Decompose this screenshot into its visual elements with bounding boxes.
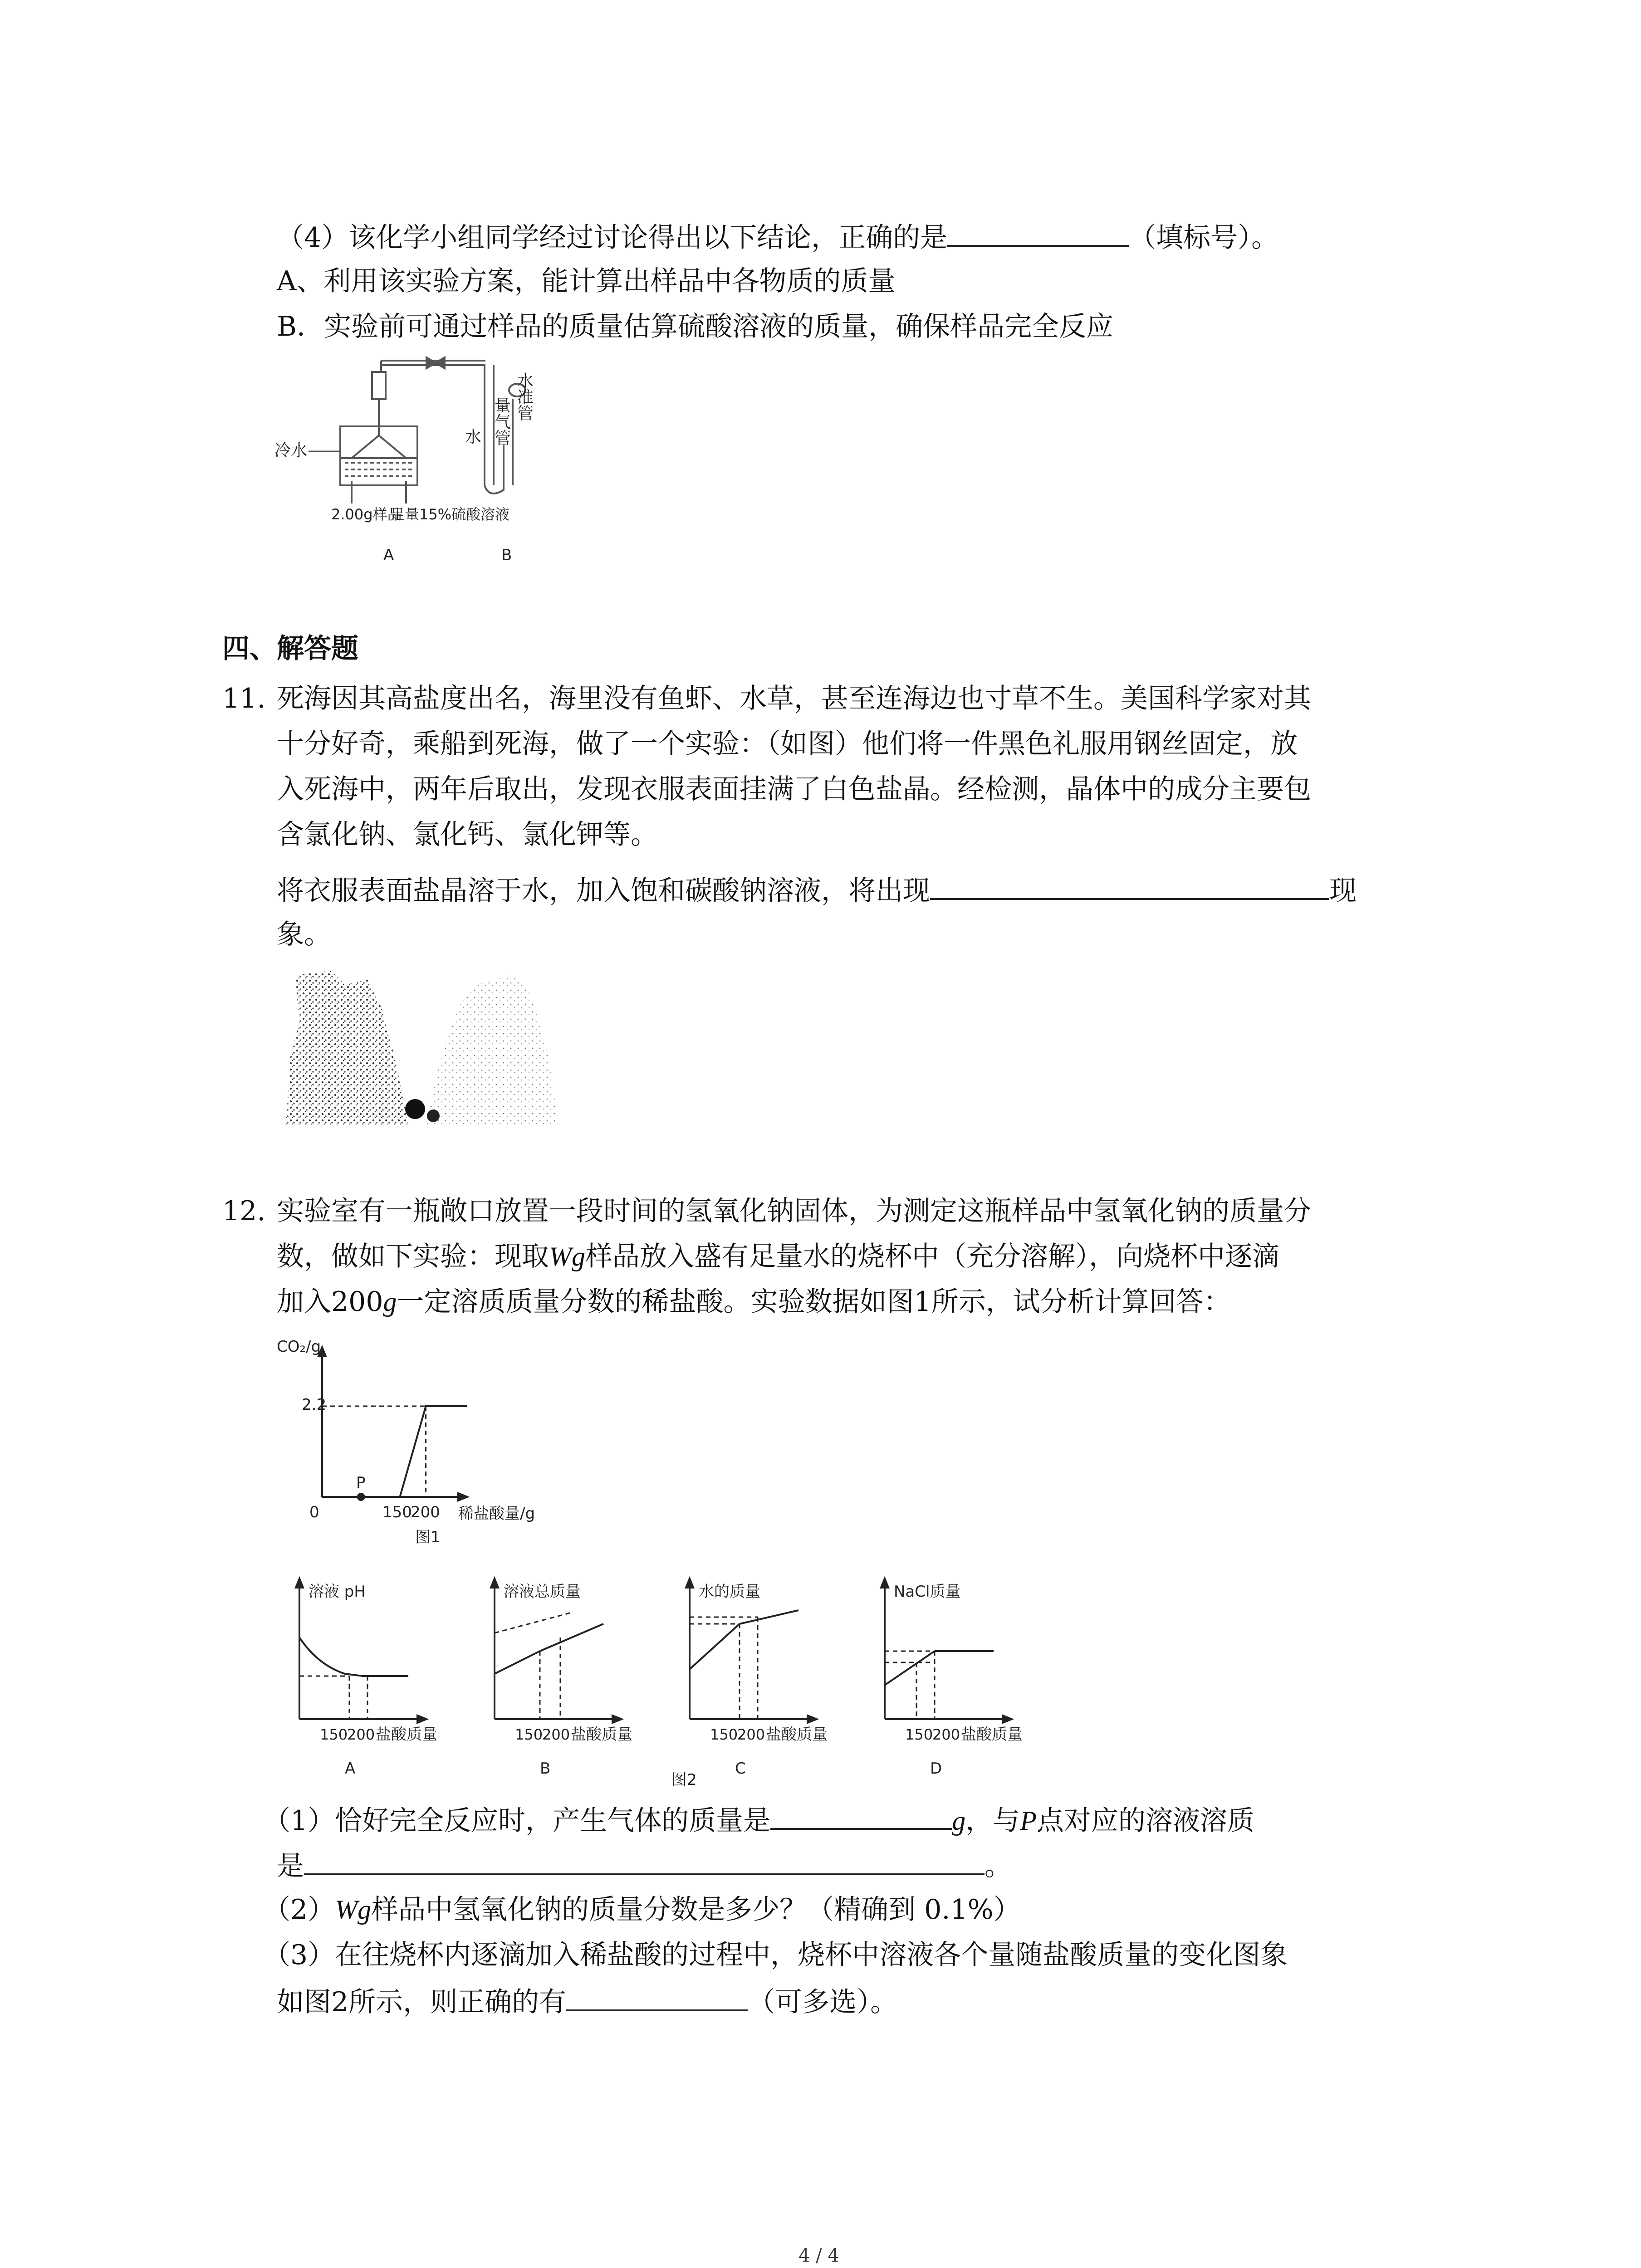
fig2-caption: 图2 xyxy=(671,1771,697,1787)
q11-line-5 xyxy=(277,871,1357,909)
q12-sub3b: 如图2所示，则正确的有 xyxy=(277,1986,567,2018)
q11-line-3: 入死海中，两年后取出，发现衣服表面挂满了白色盐晶。经检测，晶体中的成分主要包 xyxy=(277,773,1311,805)
q12-line-3 xyxy=(277,1284,1231,1320)
q12-w: Wg xyxy=(549,1242,585,1271)
figure-1-chart xyxy=(272,1334,590,1547)
q12-sub3-answer-blank[interactable] xyxy=(566,1982,748,2011)
q12-sub2b: 样品中氢氧化钠的质量分数是多少？（精确到 0.1%） xyxy=(371,1894,1021,1926)
q12-number: 12. xyxy=(222,1195,266,1227)
q12-sub2a: （2） xyxy=(263,1894,335,1926)
gas-apparatus-figure xyxy=(272,354,563,581)
water-label: 水 xyxy=(465,428,482,446)
q11-line-5b: 现 xyxy=(1329,875,1357,907)
q12-sub2-w: Wg xyxy=(335,1895,372,1925)
panel-b-ylabel: 溶液总质量 xyxy=(504,1583,581,1601)
q11-line-5a: 将衣服表面盐晶溶于水，加入饱和碳酸钠溶液，将出现 xyxy=(277,875,930,907)
panel-c-xlabel: 盐酸质量 xyxy=(766,1725,828,1744)
label-a: A xyxy=(383,546,394,564)
panel-c-ylabel: 水的质量 xyxy=(699,1583,760,1601)
q12-sub3c: （可多选）。 xyxy=(748,1986,898,2018)
panel-c xyxy=(686,1579,828,1778)
q12-line-2a: 数，做如下实验：现取 xyxy=(277,1241,549,1272)
label-b: B xyxy=(501,546,512,564)
q12-line-1: 实验室有一瓶敞口放置一段时间的氢氧化钠固体，为测定这瓶样品中氢氧化钠的质量分 xyxy=(277,1195,1311,1227)
q12-sub1d: 是 xyxy=(277,1850,304,1882)
panel-b-letter: B xyxy=(540,1760,551,1778)
q4-suffix: （填标号）。 xyxy=(1129,222,1279,254)
q12-sub1-cont xyxy=(277,1846,1012,1884)
acid-label: 足量15%硫酸溶液 xyxy=(390,506,510,523)
panel-a-ylabel: 溶液 pH xyxy=(309,1583,366,1601)
dress-photo-1 xyxy=(286,971,408,1125)
fig1-caption: 图1 xyxy=(415,1528,441,1546)
q12-line-3a: 加入200 xyxy=(277,1286,383,1318)
panel-b-x-tick-2: 200 xyxy=(542,1726,570,1743)
panel-d-ylabel: NaCl质量 xyxy=(894,1583,961,1601)
q12-sub1b: ，与 xyxy=(965,1805,1020,1837)
option-b: B．实验前可通过样品的质量估算硫酸溶液的质量，确保样品完全反应 xyxy=(277,311,1114,342)
panel-c-x-tick-1: 150 xyxy=(710,1726,738,1743)
panel-a-x-tick-2: 200 xyxy=(347,1726,375,1743)
q12-line-3b: 一定溶质质量分数的稀盐酸。实验数据如图1所示，试分析计算回答： xyxy=(397,1286,1231,1318)
q11-line-6: 象。 xyxy=(277,919,331,950)
q11-number: 11. xyxy=(222,683,266,714)
panel-b-x-tick-1: 150 xyxy=(515,1726,543,1743)
panel-b xyxy=(491,1579,632,1778)
q12-g: g xyxy=(383,1287,397,1317)
figure-2-panels xyxy=(272,1560,1053,1787)
page-number: 4 / 4 xyxy=(798,2245,839,2266)
panel-b-xlabel: 盐酸质量 xyxy=(571,1725,632,1744)
fig1-y-tick: 2.2 xyxy=(302,1396,327,1414)
panel-c-letter: C xyxy=(735,1760,746,1778)
q11-line-4: 含氯化钠、氯化钙、氯化钾等。 xyxy=(277,819,658,850)
q4-line xyxy=(277,218,1279,256)
fig1-xlabel: 稀盐酸量/g xyxy=(458,1505,535,1523)
fig1-point-label: P xyxy=(356,1474,366,1492)
panel-a-letter: A xyxy=(345,1760,356,1778)
water-jar-label: 水准管 xyxy=(514,372,534,421)
q12-sub1c: 点对应的溶液溶质 xyxy=(1036,1805,1254,1837)
q11-line-1: 死海因其高盐度出名，海里没有鱼虾、水草，甚至连海边也寸草不生。美国科学家对其 xyxy=(277,683,1311,714)
fig1-ylabel: CO₂/g xyxy=(277,1338,321,1356)
fig1-x-tick-2: 200 xyxy=(411,1503,440,1521)
point-p-marker xyxy=(357,1493,365,1501)
panel-d-letter: D xyxy=(930,1760,942,1778)
q12-sub3-cont xyxy=(277,1982,897,2020)
q12-sub1-gas-blank[interactable] xyxy=(770,1801,952,1830)
q12-sub1a: （1）恰好完全反应时，产生气体的质量是 xyxy=(263,1805,771,1837)
dress-photo-2 xyxy=(426,975,558,1125)
q4-text: （4）该化学小组同学经过讨论得出以下结论，正确的是 xyxy=(277,222,948,254)
q12-sub3: （3）在往烧杯内逐滴加入稀盐酸的过程中，烧杯中溶液各个量随盐酸质量的变化图象 xyxy=(263,1939,1288,1971)
q11-line-2: 十分好奇，乘船到死海，做了一个实验：（如图）他们将一件黑色礼服用钢丝固定，放 xyxy=(277,728,1298,760)
q4-answer-blank[interactable] xyxy=(947,218,1129,247)
sample-label: 2.00g样品 xyxy=(331,506,402,523)
q12-sub2 xyxy=(263,1892,1021,1928)
reaction-vessel xyxy=(340,372,417,503)
panel-a xyxy=(296,1579,437,1778)
q12-sub1-solute-blank[interactable] xyxy=(304,1846,985,1875)
fig1-x-tick-1: 150 xyxy=(382,1503,412,1521)
section-title: 四、解答题 xyxy=(222,633,358,665)
panel-a-x-tick-1: 150 xyxy=(320,1726,348,1743)
panel-d-x-tick-2: 200 xyxy=(932,1726,960,1743)
q11-answer-blank[interactable] xyxy=(930,871,1329,900)
q12-sub1-p: P xyxy=(1020,1806,1037,1836)
q12-sub1e: 。 xyxy=(985,1850,1012,1882)
panel-d xyxy=(881,1579,1023,1778)
panel-c-x-tick-2: 200 xyxy=(737,1726,765,1743)
panel-d-x-tick-1: 150 xyxy=(905,1726,933,1743)
q12-sub1 xyxy=(263,1801,1254,1839)
fig1-origin: 0 xyxy=(309,1503,319,1521)
panel-a-xlabel: 盐酸质量 xyxy=(376,1725,437,1744)
panel-d-xlabel: 盐酸质量 xyxy=(961,1725,1023,1744)
salt-dress-photos xyxy=(277,966,572,1129)
q12-line-2 xyxy=(277,1238,1279,1275)
co2-series-line xyxy=(322,1406,467,1497)
cold-water-label: 冷水 xyxy=(274,441,308,460)
option-a: A、利用该实验方案，能计算出样品中各物质的质量 xyxy=(277,265,896,297)
q12-line-2b: 样品放入盛有足量水的烧杯中（充分溶解），向烧杯中逐滴 xyxy=(585,1241,1279,1272)
gas-tube-label: 量气管 xyxy=(492,397,511,446)
q12-sub1-g: g xyxy=(952,1806,966,1836)
